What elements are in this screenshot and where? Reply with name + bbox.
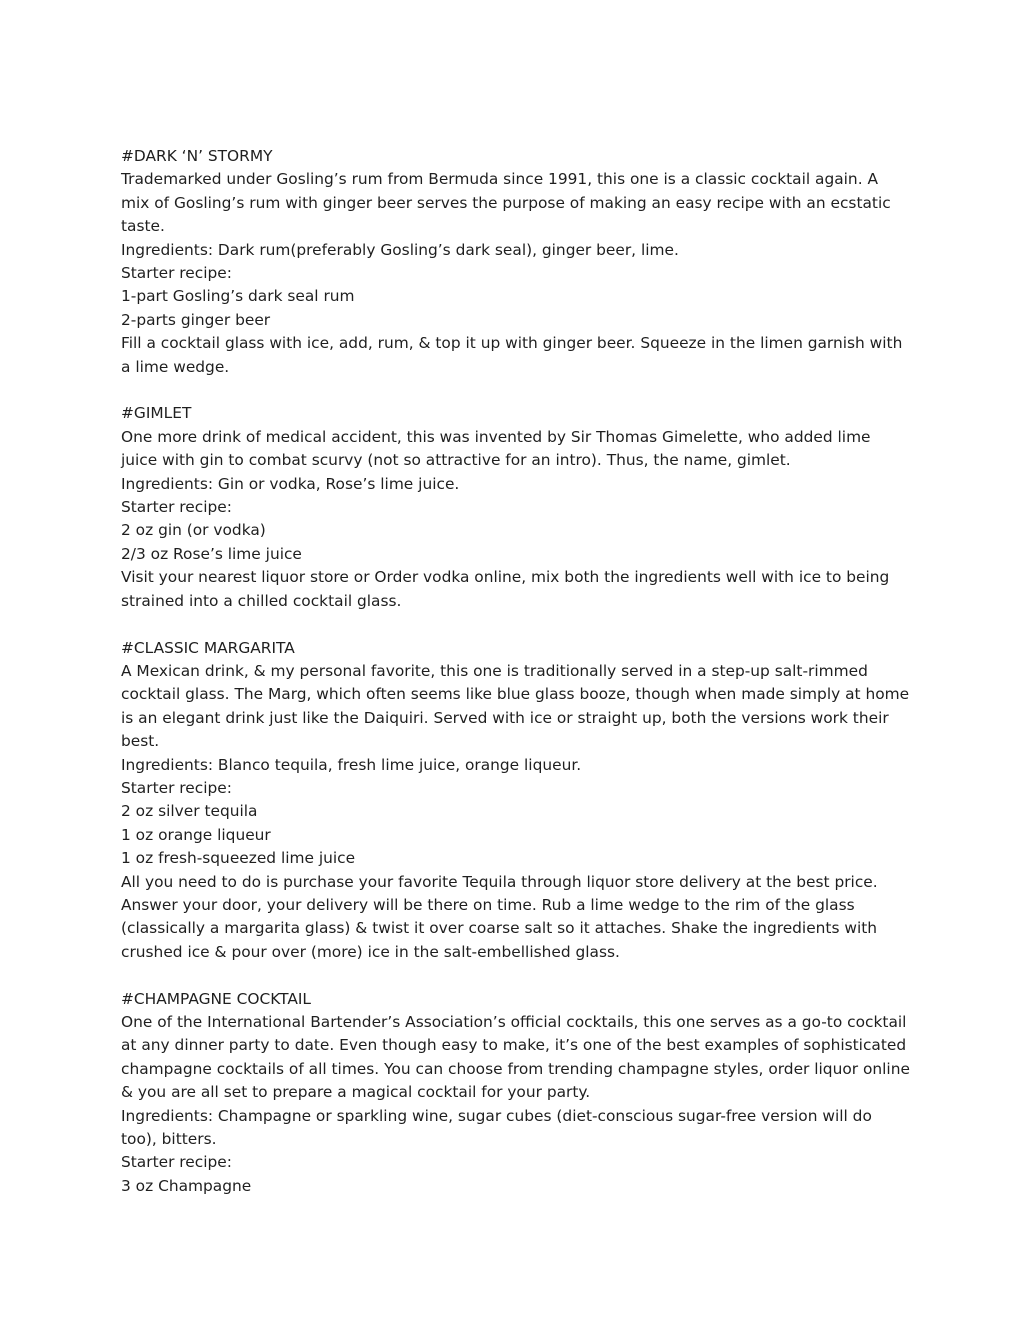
section-intro: One of the International Bartender’s Association’s official cocktails, this one serves as a go-to cocktail at any dinner party to date. Even though easy to make, it’s one of the best examples of sophisticated champagne cocktails of all times. You can choose from trending champagne styles, order liquor online & you are all set to prepare a magical cocktail for your party.	[121, 1012, 910, 1102]
ingredients-line: Ingredients: Blanco tequila, fresh lime juice, orange liqueur.	[121, 755, 582, 774]
section-gimlet	[121, 402, 911, 613]
section-heading: #CHAMPAGNE COCKTAIL	[121, 989, 311, 1008]
document-body	[121, 145, 911, 1222]
starter-recipe-label: Starter recipe:	[121, 1153, 232, 1172]
section-intro: A Mexican drink, & my personal favorite, this one is traditionally served in a step-up salt-rimmed cocktail glass. The Marg, which often seems like blue glass booze, though when made simply at home is an elegant drink just like the Daiquiri. Served with ice or straight up, both the versions work their best.	[121, 661, 910, 751]
instructions-line: All you need to do is purchase your favorite Tequila through liquor store delivery at the best price. Answer your door, your delivery will be there on time. Rub a lime wedge to the rim of the glass (classically a margarita glass) & twist it over coarse salt so it attaches. Shake the ingredients with crushed ice & pour over (more) ice in the salt-embellished glass.	[121, 872, 878, 961]
section-heading: #DARK ‘N’ STORMY	[121, 147, 273, 165]
section-intro: Trademarked under Gosling’s rum from Bermuda since 1991, this one is a classic cocktail again. A mix of Gosling’s rum with ginger beer serves the purpose of making an easy recipe with an ecstatic taste.	[121, 170, 891, 236]
ingredients-line: Ingredients: Dark rum(preferably Gosling’s dark seal), ginger beer, lime.	[121, 240, 679, 259]
section-heading: #CLASSIC MARGARITA	[121, 638, 295, 657]
section-classic-margarita	[121, 637, 911, 965]
ingredients-line: Ingredients: Champagne or sparkling wine, sugar cubes (diet-conscious sugar-free version will do too), bitters.	[121, 1106, 872, 1149]
section-dark-n-stormy	[121, 145, 911, 379]
recipe-item: 2/3 oz Rose’s lime juice	[121, 544, 302, 563]
section-heading: #GIMLET	[121, 404, 192, 423]
instructions-line: Visit your nearest liquor store or Order vodka online, mix both the ingredients well with ice to being strained into a chilled cocktail glass.	[121, 568, 890, 610]
starter-recipe-label: Starter recipe:	[121, 264, 232, 283]
instructions-line: Fill a cocktail glass with ice, add, rum, & top it up with ginger beer. Squeeze in the limen garnish with a lime wedge.	[121, 334, 903, 376]
starter-recipe-label: Starter recipe:	[121, 498, 232, 517]
ingredients-line: Ingredients: Gin or vodka, Rose’s lime juice.	[121, 474, 460, 493]
recipe-item: 3 oz Champagne	[121, 1176, 252, 1195]
recipe-item: 2-parts ginger beer	[121, 310, 271, 329]
starter-recipe-label: Starter recipe:	[121, 778, 232, 797]
recipe-item: 1 oz orange liqueur	[121, 825, 271, 844]
recipe-item: 1-part Gosling’s dark seal rum	[121, 287, 355, 306]
section-champagne-cocktail	[121, 988, 911, 1199]
section-intro: One more drink of medical accident, this was invented by Sir Thomas Gimelette, who added lime juice with gin to combat scurvy (not so attractive for an intro). Thus, the name, gimlet.	[121, 427, 871, 470]
recipe-item: 2 oz silver tequila	[121, 802, 258, 821]
recipe-item: 1 oz fresh-squeezed lime juice	[121, 849, 356, 868]
recipe-item: 2 oz gin (or vodka)	[121, 521, 266, 540]
